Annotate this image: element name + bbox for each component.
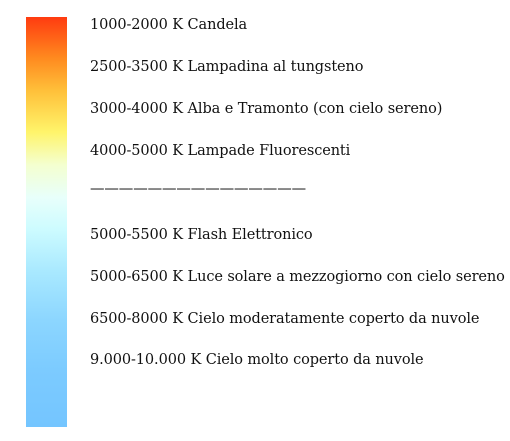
legend-item-noon-sunlight: 5000-6500 K Luce solare a mezzogiorno con cielo sereno xyxy=(90,269,505,285)
legend-item-heavily-cloudy: 9.000-10.000 K Cielo molto coperto da nuvole xyxy=(90,352,424,368)
legend-item-candle: 1000-2000 K Candela xyxy=(90,17,248,33)
legend-item-sunrise-sunset: 3000-4000 K Alba e Tramonto (con cielo sereno) xyxy=(90,101,443,117)
legend-item-moderately-cloudy: 6500-8000 K Cielo moderatamente coperto da nuvole xyxy=(90,311,480,327)
color-temperature-gradient-bar xyxy=(26,17,67,427)
legend-divider: ——————————————— xyxy=(90,181,307,197)
legend-item-electronic-flash: 5000-5500 K Flash Elettronico xyxy=(90,227,313,243)
legend-item-tungsten-bulb: 2500-3500 K Lampadina al tungsteno xyxy=(90,59,364,75)
legend-item-fluorescent-lamps: 4000-5000 K Lampade Fluorescenti xyxy=(90,143,351,159)
color-temperature-legend xyxy=(90,0,505,441)
